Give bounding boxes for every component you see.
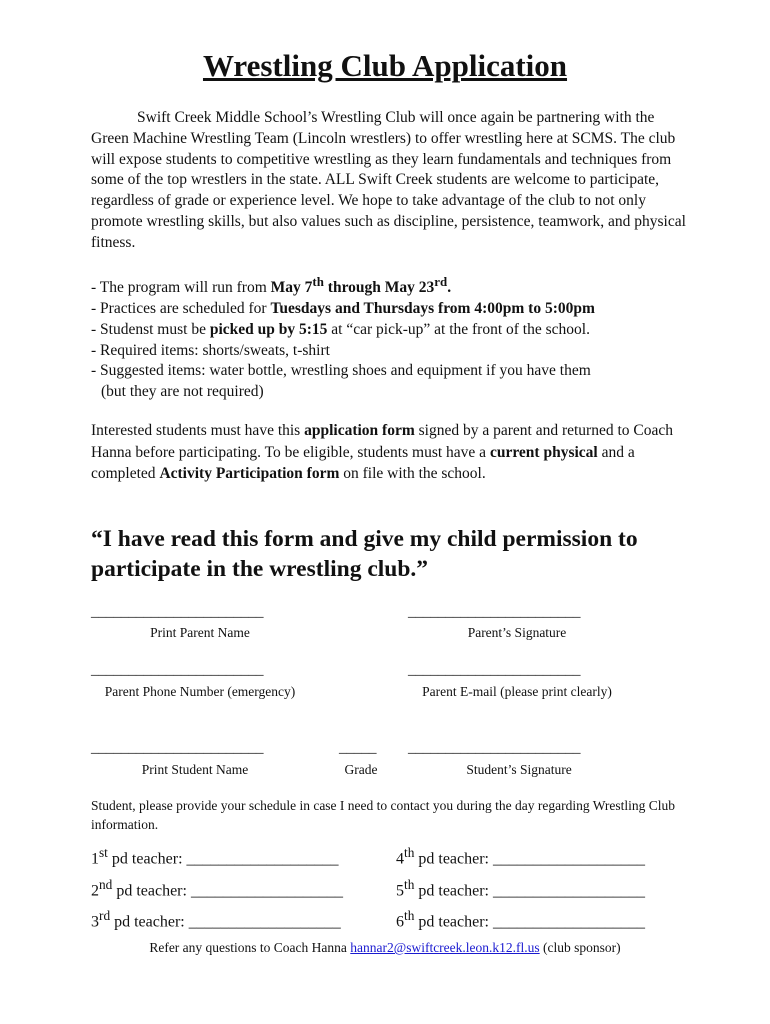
superscript: rd — [434, 274, 448, 289]
period-number: 6 — [396, 913, 404, 931]
practice-schedule: Tuesdays and Thursdays from 4:00pm to 5:00pm — [270, 299, 595, 317]
print-parent-name-label: Print Parent Name — [150, 625, 250, 640]
para-text: on file with the school. — [339, 465, 486, 482]
schedule-note: Student, please provide your schedule in case I need to contact you during the day regarding Wrestling Club information. — [91, 798, 676, 832]
period-6-field[interactable] — [396, 908, 645, 931]
period-label: pd teacher: — [414, 882, 493, 900]
period-2-field[interactable] — [91, 877, 343, 900]
period-label: pd teacher: — [112, 882, 191, 900]
list-item-practices — [91, 299, 691, 320]
program-details-list — [91, 272, 691, 403]
list-text: - Practices are scheduled for — [91, 299, 271, 317]
student-signature-line[interactable]: _______________________ — [408, 740, 581, 756]
period: . — [447, 279, 452, 297]
list-item-suggested: - Suggested items: water bottle, wrestling shoes and equipment if you have them — [91, 362, 591, 380]
period-3-field[interactable] — [91, 908, 341, 931]
end-date: through May 23 — [323, 279, 435, 297]
bold-text: Activity Participation form — [159, 465, 340, 482]
period-1-field[interactable] — [91, 845, 339, 868]
period-number: 1 — [91, 850, 99, 868]
superscript: nd — [99, 877, 113, 892]
parent-email-label: Parent E-mail (please print clearly) — [422, 684, 612, 699]
grade-label: Grade — [344, 762, 378, 777]
footer — [0, 940, 770, 956]
footer-text: Refer any questions to Coach Hanna — [149, 940, 351, 955]
teacher-blank[interactable]: ___________________ — [493, 850, 645, 868]
superscript: th — [404, 845, 415, 860]
teacher-blank[interactable]: ___________________ — [188, 913, 341, 931]
list-text: - Studenst must be — [91, 320, 210, 338]
teacher-blank[interactable]: ___________________ — [190, 882, 343, 900]
grade-line[interactable]: _____ — [339, 740, 377, 756]
student-name-line[interactable]: _______________________ — [91, 740, 264, 756]
teacher-blank[interactable]: ___________________ — [493, 913, 645, 931]
superscript: st — [99, 845, 108, 860]
superscript: th — [312, 274, 324, 289]
para-text: and a completed — [91, 443, 635, 482]
parent-signature-label: Parent’s Signature — [467, 625, 567, 640]
superscript: rd — [99, 908, 111, 923]
list-text: at “car pick-up” at the front of the school. — [327, 320, 590, 338]
page-title: Wrestling Club Application — [202, 48, 568, 83]
parent-phone-line[interactable]: _______________________ — [91, 662, 264, 678]
parent-signature-line[interactable]: _______________________ — [408, 604, 581, 620]
teacher-blank[interactable]: ___________________ — [186, 850, 339, 868]
intro-text: Swift Creek Middle School’s Wrestling Club will once again be partnering with the Green Machine Wrestling Team (Lincoln wrestlers) to offer wrestling here at SCMS. The club will expose students to competitive wrestling as they learn fundamentals and techniques from some of the top wrestlers in the state. ALL Swift Creek students are welcome to participate, regardless of grade or experience level. We hope to take advantage of the club to not only promote wrestling skills, but also values such as discipline, persistence, teamwork, and physical fitness. — [91, 109, 686, 251]
parent-phone-label: Parent Phone Number (emergency) — [104, 684, 296, 699]
period-number: 3 — [91, 913, 99, 931]
list-item-pickup — [91, 320, 691, 341]
period-4-field[interactable] — [396, 845, 645, 868]
superscript: th — [404, 877, 415, 892]
list-item-required: - Required items: shorts/sweats, t-shirt — [91, 341, 330, 359]
footer-text: (club sponsor) — [539, 940, 621, 955]
period-number: 2 — [91, 882, 99, 900]
list-text: - The program will run from — [91, 279, 271, 297]
bold-text: current physical — [489, 443, 598, 461]
list-item-dates — [91, 272, 691, 299]
eligibility-paragraph — [91, 420, 691, 485]
coach-email-link[interactable]: hannar2@swiftcreek.leon.k12.fl.us — [350, 940, 540, 955]
print-student-name-label: Print Student Name — [141, 762, 249, 777]
period-number: 5 — [396, 882, 404, 900]
period-label: pd teacher: — [107, 850, 187, 868]
superscript: th — [404, 908, 415, 923]
permission-statement: “I have read this form and give my child permission to participate in the wrestling club.” — [91, 526, 638, 582]
list-item-suggested-cont: (but they are not required) — [101, 383, 264, 401]
period-label: pd teacher: — [414, 913, 493, 931]
student-signature-label: Student’s Signature — [466, 762, 572, 777]
teacher-blank[interactable]: ___________________ — [493, 882, 645, 900]
period-label: pd teacher: — [110, 913, 189, 931]
para-text: Interested students must have this — [91, 422, 305, 439]
period-5-field[interactable] — [396, 877, 645, 900]
bold-text: application form — [304, 422, 415, 439]
period-label: pd teacher: — [414, 850, 493, 868]
pickup-time: picked up by 5:15 — [209, 320, 328, 338]
parent-name-line[interactable]: _______________________ — [91, 604, 264, 620]
start-date: May 7 — [270, 279, 313, 297]
para-text: signed by a parent and returned to Coach Hanna before participating. To be eligible, students must have a — [91, 422, 673, 461]
period-number: 4 — [396, 850, 404, 868]
intro-paragraph — [91, 108, 691, 254]
parent-email-line[interactable]: _______________________ — [408, 662, 581, 678]
